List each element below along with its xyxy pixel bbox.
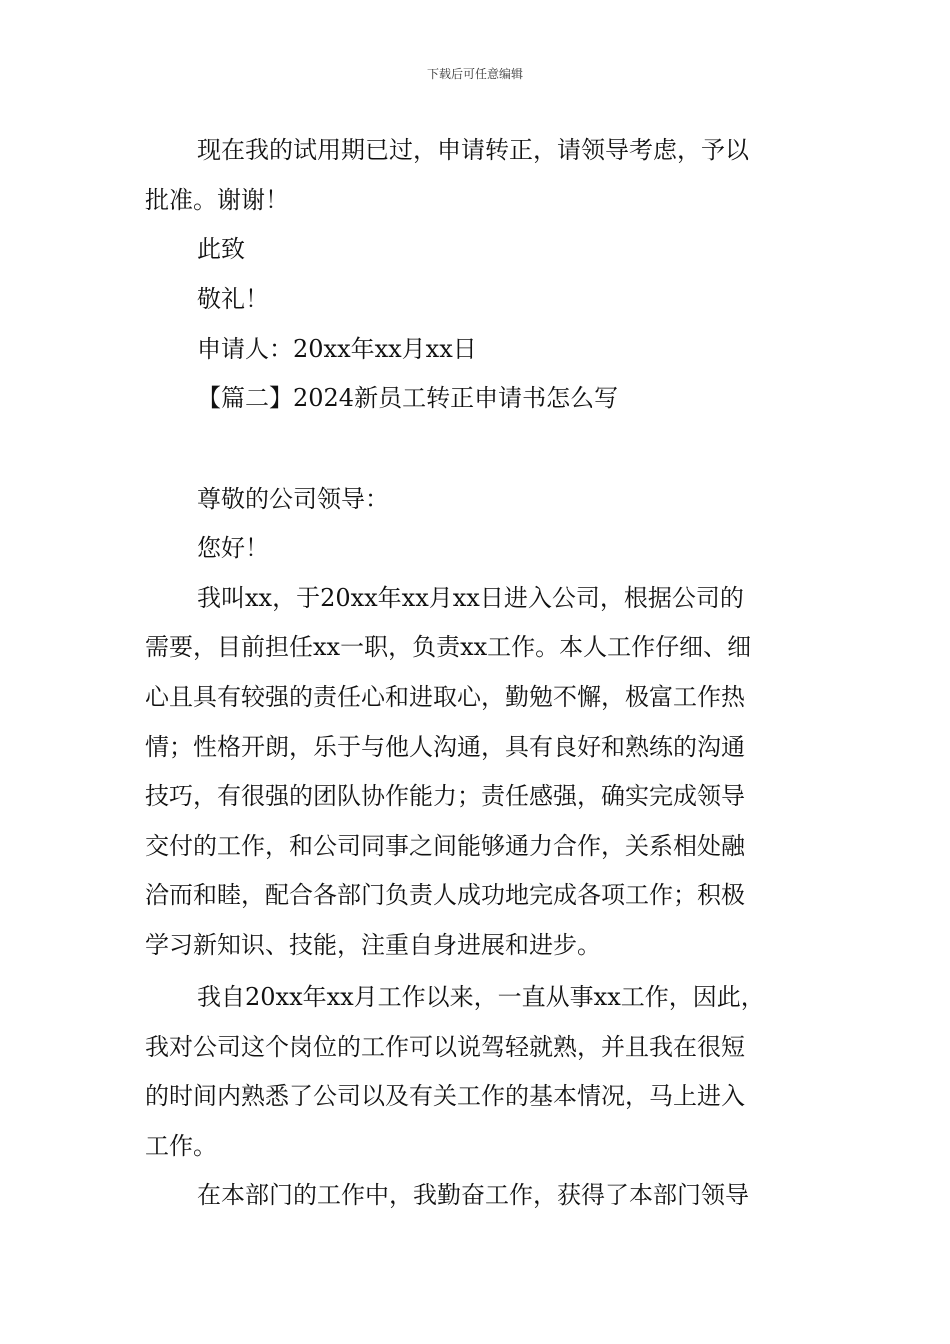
text-line: 尊敬的公司领导： [197,485,389,513]
text-line: 情；性格开朗，乐于与他人沟通，具有良好和熟练的沟通 [145,733,745,761]
text-line: 工作。 [145,1132,217,1160]
text-line: 心且具有较强的责任心和进取心，勤勉不懈，极富工作热 [145,683,745,711]
text-line: 敬礼！ [197,285,269,313]
text-line: 我自20xx年xx月工作以来，一直从事xx工作，因此， [197,983,765,1011]
section-heading: 【篇二】2024新员工转正申请书怎么写 [197,384,619,412]
text-line: 洽而和睦，配合各部门负责人成功地完成各项工作；积极 [145,881,745,909]
text-line: 交付的工作，和公司同事之间能够通力合作，关系相处融 [145,832,745,860]
text-line: 申请人：20xx年xx月xx日 [197,335,477,363]
text-line: 需要，目前担任xx一职，负责xx工作。本人工作仔细、细 [145,633,752,661]
text-line: 我叫xx，于20xx年xx月xx日进入公司，根据公司的 [197,584,744,612]
text-line: 学习新知识、技能，注重自身进展和进步。 [145,931,601,959]
text-line: 现在我的试用期已过，申请转正，请领导考虑，予以 [197,136,749,164]
text-line: 的时间内熟悉了公司以及有关工作的基本情况，马上进入 [145,1082,745,1110]
text-line: 我对公司这个岗位的工作可以说驾轻就熟，并且我在很短 [145,1033,745,1061]
text-line: 在本部门的工作中，我勤奋工作，获得了本部门领导 [197,1181,749,1209]
text-line: 您好！ [197,534,269,562]
page-header: 下载后可任意编辑 [426,67,523,81]
text-line: 技巧，有很强的团队协作能力；责任感强，确实完成领导 [145,782,745,810]
text-line: 批准。谢谢！ [145,186,289,214]
text-line: 此致 [197,235,245,263]
